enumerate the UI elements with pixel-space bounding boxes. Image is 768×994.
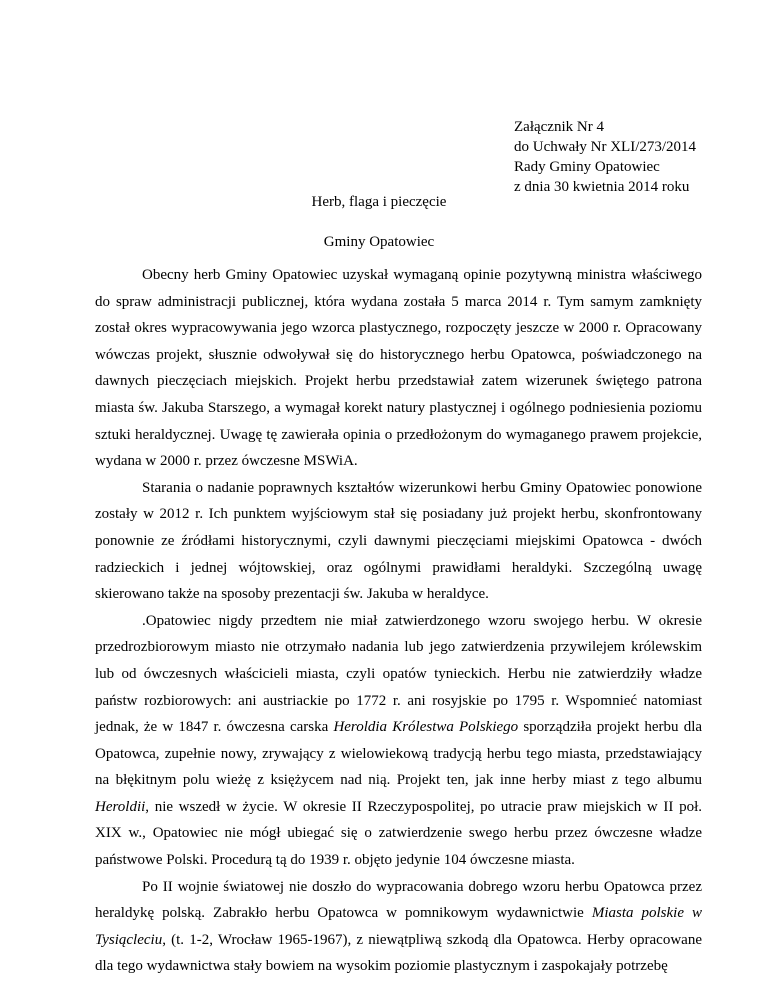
paragraph-1-text: Obecny herb Gminy Opatowiec uzyskał wymaganą opinie pozytywną ministra właściwego do spraw administracji publicznej, która wydana została 5 marca 2014 r. Tym samym zamknięty został okres wypracowywania jego wzorca plastycznego, rozpoczęty jeszcze w 2000 r. Opracowany wówczas projekt, słusznie odwoływał się do historycznego herbu Opatowca, poświadczonego na dawnych pieczęciach miejskich. Projekt herbu przedstawiał zatem wizerunek świętego patrona miasta św. Jakuba Starszego, a wymagał korekt natury plastycznej i ogólnego podniesienia poziomu sztuki heraldycznej. Uwagę tę zawierała opinia o przedłożonym do wymaganego prawem projekcie, wydana w 2000 r. przez ówczesne MSWiA. <box>95 267 702 470</box>
paragraph-3 <box>95 608 702 874</box>
paragraph-4 <box>95 874 702 980</box>
paragraph-2 <box>95 475 702 608</box>
paragraph-3-italic-heroldii: Heroldii <box>95 798 146 815</box>
paragraph-3-italic-heroldia: Heroldia Królestwa Polskiego <box>333 719 519 736</box>
document-title: Herb, flaga i pieczęcie <box>311 194 447 210</box>
annex-number: Załącznik Nr 4 <box>514 119 604 135</box>
annex-date: z dnia 30 kwietnia 2014 roku <box>514 179 690 195</box>
annex-resolution: do Uchwały Nr XLI/273/2014 <box>514 139 697 155</box>
annex-council: Rady Gminy Opatowiec <box>514 159 660 175</box>
paragraph-3-text-e: , nie wszedł w życie. W okresie II Rzeczypospolitej, po utracie praw miejskich w II poł. XIX w., Opatowiec nie mógł ubiegać się o zatwierdzenie swego herbu przez ówczesne władze państwowe Polski. Procedurą tą do 1939 r. objęto jedynie 104 ówczesne miasta. <box>95 798 702 869</box>
paragraph-2-text: Starania o nadanie poprawnych kształtów wizerunkowi herbu Gminy Opatowiec ponowione zostały w 2012 r. Ich punktem wyjściowym stał się posiadany już projekt herbu, skonfrontowany ponownie ze źródłami historycznymi, czyli dawnymi pieczęciami miejskimi Opatowca - dwóch radzieckich i jednej wójtowskiej, oraz ogólnymi prawidłami heraldyki. Szczególną uwagę skierowano także na sposoby prezentacji św. Jakuba w heraldyce. <box>95 479 702 603</box>
annex-header <box>514 117 696 197</box>
paragraph-3-text-c: sporządziła projekt herbu dla Opatowca, zupełnie nowy, zrywający z wielowiekową tradycją herbu tego miasta, przedstawiający na błękitnym polu wieżę z księżycem nad nią. Projekt ten, jak inne herby miast z tego albumu <box>95 719 703 789</box>
paragraph-4-text-a: Po II wojnie światowej nie doszło do wypracowania dobrego wzoru herbu Opatowca przez heraldykę polską. Zabrakło herbu Opatowca w pomnikowym wydawnictwie <box>95 878 702 922</box>
paragraph-4-text-c: , (t. 1-2, Wrocław 1965-1967), z niewątpliwą szkodą dla Opatowca. Herby opracowane dla tego wydawnictwa stały bowiem na wysokim poziomie plastycznym i zaspokajały potrzebę <box>95 931 702 975</box>
paragraph-1 <box>95 262 702 475</box>
paragraph-4-italic-publication: Miasta polskie w Tysiącleciu <box>95 905 702 948</box>
document-body <box>95 262 702 980</box>
paragraph-3-text-a: .Opatowiec nigdy przedtem nie miał zatwierdzonego wzoru swojego herbu. W okresie przedrozbiorowym miasto nie otrzymało nadania lub jego zatwierdzenia przywilejem królewskim lub od ówczesnych właścicieli miasta, czyli opatów tynieckich. Herbu nie zatwierdziły władze państw rozbiorowych: ani austriackie po 1772 r. ani rosyjskie po 1795 r. Wspomnieć natomiast jednak, że w 1847 r. ówczesna carska <box>95 612 702 736</box>
document-subtitle: Gminy Opatowiec <box>323 234 435 250</box>
